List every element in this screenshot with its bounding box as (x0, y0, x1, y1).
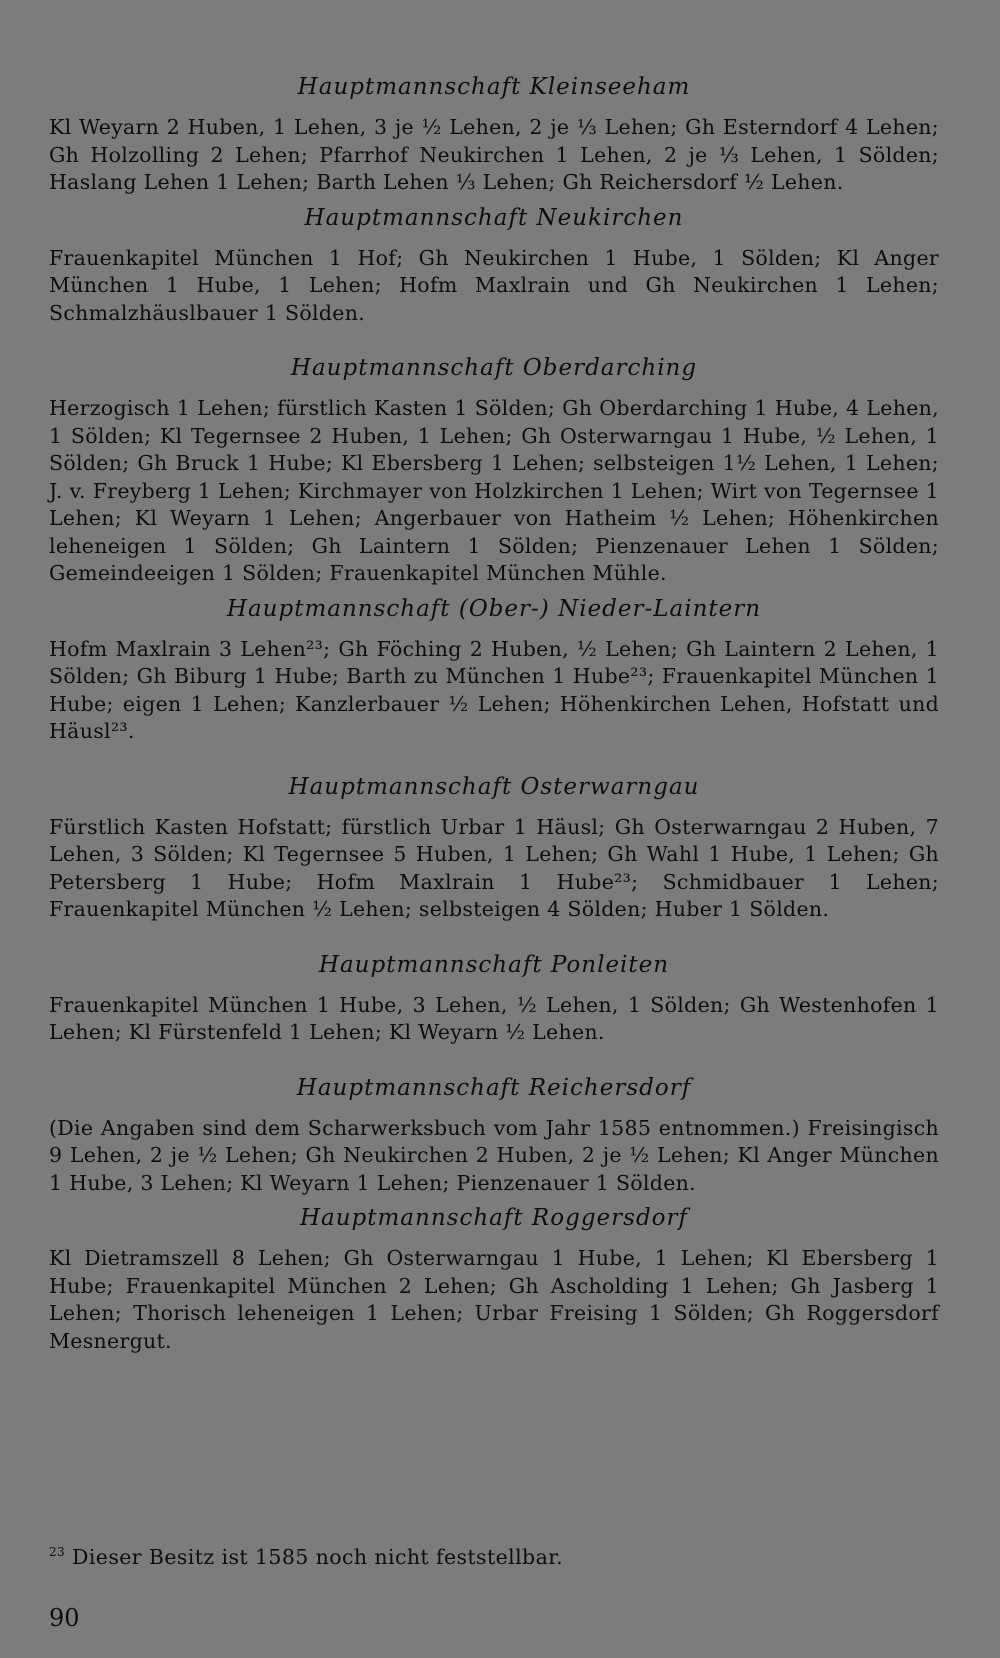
section-text-roggersdorf: Kl Dietramszell 8 Lehen; Gh Osterwarngau 1 Hube, 1 Lehen; Kl Ebersberg 1 Hube; Frauenkapitel München 2 Lehen; Gh Ascholding 1 Lehen; Gh Jasberg 1 Lehen; Thorisch leheneigen 1 Lehen; Urbar Freising 1 Sölden; Gh Roggersdorf Mesnergut. (49, 1246, 939, 1353)
section-heading-roggersdorf: Hauptmannschaft Roggersdorf (299, 1205, 689, 1231)
section-text-osterwarngau: Fürstlich Kasten Hofstatt; fürstlich Urbar 1 Häusl; Gh Osterwarngau 2 Huben, 7 Lehen, 3 Sölden; Kl Tegernsee 5 Huben, 1 Lehen; Gh Wahl 1 Hube, 1 Lehen; Gh Petersberg 1 Hube; Hofm Maxlrain 1 Hube²³; Schmidbauer 1 Lehen; Frauenkapitel München ½ Lehen; selbsteigen 4 Sölden; Huber 1 Sölden. (49, 814, 939, 921)
page-body (49, 72, 939, 1355)
section-text-kleinseeham: Kl Weyarn 2 Huben, 1 Lehen, 3 je ½ Lehen, 2 je ⅓ Lehen; Gh Esterndorf 4 Lehen; Gh Holzolling 2 Lehen; Pfarrhof Neukirchen 1 Lehen, 2 je ⅓ Lehen, 1 Sölden; Haslang Lehen 1 Lehen; Barth Lehen ⅓ Lehen; Gh Reichersdorf ½ Lehen. (49, 115, 939, 194)
section-heading-ponleiten: Hauptmannschaft Ponleiten (318, 951, 670, 978)
footnote-text: Dieser Besitz ist 1585 noch nicht feststellbar. (72, 1545, 564, 1569)
section-heading-osterwarngau: Hauptmannschaft Osterwarngau (288, 773, 700, 800)
section-heading-oberdarching: Hauptmannschaft Oberdarching (290, 355, 698, 381)
section-heading-neukirchen: Hauptmannschaft Neukirchen (304, 204, 684, 231)
page-number: 90 (49, 1604, 80, 1632)
section-text-reichersdorf: (Die Angaben sind dem Scharwerksbuch vom Jahr 1585 entnommen.) Freisingisch 9 Lehen, 2 je ½ Lehen; Gh Neukirchen 2 Huben, 2 je ½ Lehen; Kl Anger München 1 Hube, 3 Lehen; Kl Weyarn 1 Lehen; Pienzenauer 1 Sölden. (49, 1115, 939, 1195)
section-text-nieder-laintern: Hofm Maxlrain 3 Lehen²³; Gh Föching 2 Huben, ½ Lehen; Gh Laintern 2 Lehen, 1 Sölden; Gh Biburg 1 Hube; Barth zu München 1 Hube²³; Frauenkapitel München 1 Hube; eigen 1 Lehen; Kanzlerbauer ½ Lehen; Höhenkirchen Lehen, Hofstatt und Häusl²³. (49, 636, 939, 743)
footnote (49, 1545, 563, 1569)
section-heading-kleinseeham: Hauptmannschaft Kleinseeham (297, 74, 691, 100)
section-heading-reichersdorf: Hauptmannschaft Reichersdorf (296, 1074, 692, 1101)
section-text-ponleiten: Frauenkapitel München 1 Hube, 3 Lehen, ½ Lehen, 1 Sölden; Gh Westenhofen 1 Lehen; Kl Fürstenfeld 1 Lehen; Kl Weyarn ½ Lehen. (49, 992, 939, 1044)
section-text-oberdarching: Herzogisch 1 Lehen; fürstlich Kasten 1 Sölden; Gh Oberdarching 1 Hube, 4 Lehen, 1 Sölden; Kl Tegernsee 2 Huben, 1 Lehen; Gh Osterwarngau 1 Hube, ½ Lehen, 1 Sölden; Gh Bruck 1 Hube; Kl Ebersberg 1 Lehen; selbsteigen 1½ Lehen, 1 Lehen; J. v. Freyberg 1 Lehen; Kirchmayer von Holzkirchen 1 Lehen; Wirt von Tegernsee 1 Lehen; Kl Weyarn 1 Lehen; Angerbauer von Hatheim ½ Lehen; Höhenkirchen leheneigen 1 Sölden; Gh Laintern 1 Sölden; Pienzenauer Lehen 1 Sölden; Gemeindeeigen 1 Sölden; Frauenkapitel München Mühle. (49, 396, 939, 585)
section-heading-nieder-laintern: Hauptmannschaft (Ober-) Nieder-Laintern (226, 595, 762, 622)
footnote-marker: 23 (49, 1545, 66, 1560)
section-text-neukirchen: Frauenkapitel München 1 Hof; Gh Neukirchen 1 Hube, 1 Sölden; Kl Anger München 1 Hube, 1 Lehen; Hofm Maxlrain und Gh Neukirchen 1 Lehen; Schmalzhäuslbauer 1 Sölden. (49, 245, 939, 325)
